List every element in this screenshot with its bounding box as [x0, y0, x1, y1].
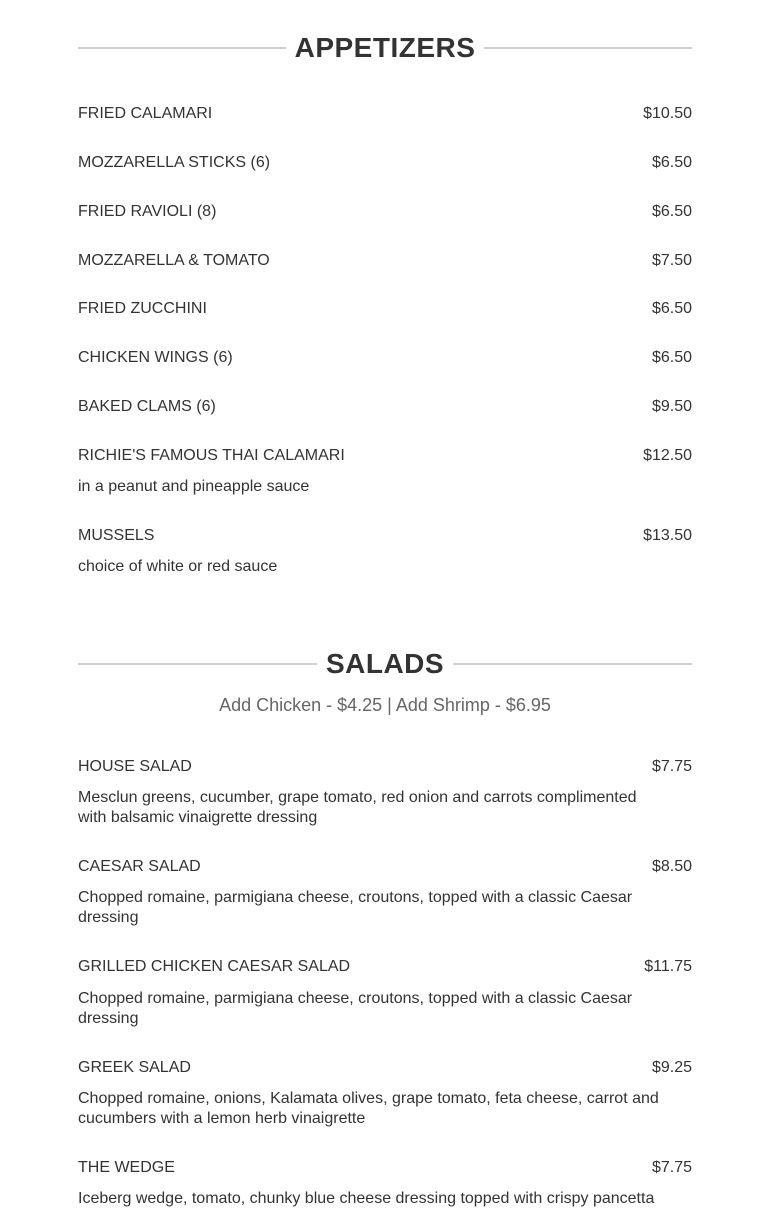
menu-item [78, 202, 692, 222]
item-description: choice of white or red sauce [78, 558, 278, 575]
item-name: CHICKEN WINGS (6) [78, 349, 233, 366]
menu-item [78, 857, 692, 928]
item-name: FRIED CALAMARI [78, 105, 213, 122]
header-rule-right [453, 663, 692, 665]
appetizers-section [78, 28, 692, 68]
item-name: MOZZARELLA STICKS (6) [78, 154, 271, 171]
item-description: in a peanut and pineapple sauce [78, 478, 310, 495]
menu-item [78, 757, 692, 828]
menu-item [78, 957, 692, 1029]
item-description: Chopped romaine, parmigiana cheese, croutons, topped with a classic Caesar dressing [78, 889, 633, 926]
section-title: SALADS [325, 648, 445, 679]
section-title: APPETIZERS [294, 32, 476, 63]
item-name: THE WEDGE [78, 1159, 175, 1176]
item-price: $6.50 [651, 154, 692, 171]
menu-item [78, 251, 692, 271]
item-name: RICHIE'S FAMOUS THAI CALAMARI [78, 447, 345, 464]
menu-item [78, 299, 692, 319]
item-name: MUSSELS [78, 527, 155, 544]
item-price: $12.50 [643, 447, 692, 464]
salads-addon-note: Add Chicken - $4.25 | Add Shrimp - $6.95 [219, 695, 551, 715]
item-price: $9.50 [651, 398, 692, 415]
item-name: FRIED ZUCCHINI [78, 300, 207, 317]
menu-item [78, 153, 692, 173]
item-description: Chopped romaine, parmigiana cheese, croutons, topped with a classic Caesar dressing [78, 990, 633, 1027]
appetizers-header [78, 28, 692, 68]
item-name: FRIED RAVIOLI (8) [78, 203, 217, 220]
item-price: $10.50 [643, 105, 692, 122]
item-price: $6.50 [651, 349, 692, 366]
menu-item [78, 526, 692, 577]
menu-item [78, 348, 692, 368]
item-price: $11.75 [644, 958, 692, 975]
item-price: $8.50 [651, 858, 692, 875]
item-price: $7.75 [651, 758, 692, 775]
item-name: MOZZARELLA & TOMATO [78, 252, 270, 269]
menu-item [78, 397, 692, 417]
item-price: $6.50 [651, 300, 692, 317]
item-price: $6.50 [651, 203, 692, 220]
item-price: $13.50 [643, 527, 692, 544]
menu-item [78, 1058, 692, 1129]
item-name: CAESAR SALAD [78, 858, 201, 875]
salads-header [78, 644, 692, 684]
item-price: $7.75 [651, 1159, 692, 1176]
menu-item [78, 1158, 692, 1209]
item-name: BAKED CLAMS (6) [78, 398, 216, 415]
salads-section [78, 644, 692, 715]
item-description: Iceberg wedge, tomato, chunky blue cheese dressing topped with crispy pancetta [78, 1190, 655, 1207]
item-name: HOUSE SALAD [78, 758, 192, 775]
item-description: Mesclun greens, cucumber, grape tomato, red onion and carrots complimented with balsamic vinaigrette dressing [78, 789, 637, 826]
item-name: GREEK SALAD [78, 1059, 191, 1076]
menu-item [78, 446, 692, 497]
header-rule-right [484, 47, 692, 49]
item-price: $9.25 [651, 1059, 692, 1076]
header-rule-left [78, 663, 317, 665]
item-name: GRILLED CHICKEN CAESAR SALAD [78, 958, 351, 975]
item-price: $7.50 [651, 252, 692, 269]
item-description: Chopped romaine, onions, Kalamata olives, grape tomato, feta cheese, carrot and cucumbers with a lemon herb vinaigrette [78, 1090, 659, 1127]
menu-item [78, 104, 692, 124]
header-rule-left [78, 47, 286, 49]
